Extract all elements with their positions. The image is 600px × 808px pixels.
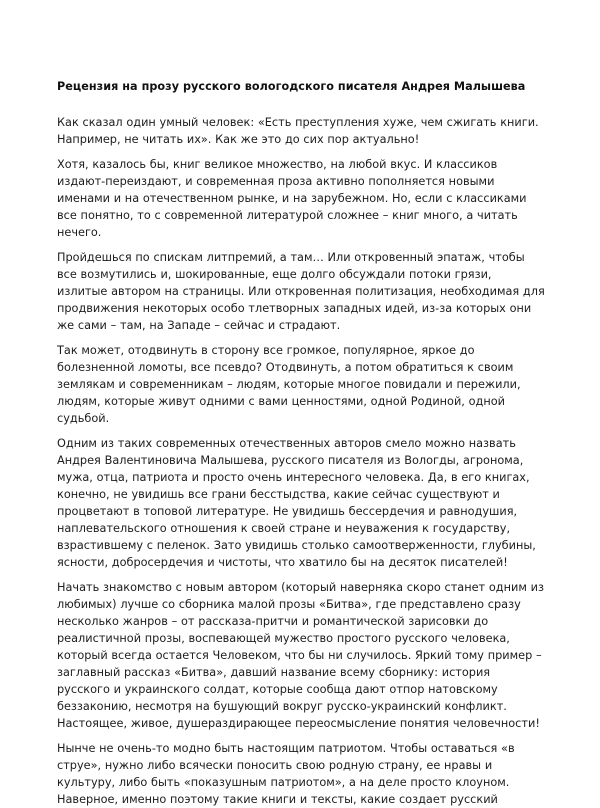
paragraph: Начать знакомство с новым автором (который наверняка скоро станет одним из любимых) лучше со сборника малой прозы «Битва», где представлено сразу несколько жанров – от рассказа-притчи и романтической зарисовки до реалистичной прозы, воспевающей мужество простого русского человека, который всегда остается Человеком, что бы ни случилось. Яркий тому пример – заглавный рассказ «Битва», давший название всему сборнику: история русского и украинского солдат, которые сообща дают отпор натовскому беззаконию, несмотря на бушующий вокруг русско-украинский конфликт. Настоящее, живое, душераздирающее переосмысление понятия человечности!: [57, 581, 544, 730]
paragraph: Пройдешься по спискам литпремий, а там… Или откровенный эпатаж, чтобы все возмутились и, шокированные, еще долго обсуждали потоки грязи, излитые автором на страницы. Или откровенная политизация, необходимая для продвижения некоторых особо тлетворных западных идей, из-за которых они же сами – там, на Западе – сейчас и страдают.: [57, 251, 545, 332]
page-title: Рецензия на прозу русского вологодского писателя Андрея Малышева: [57, 80, 526, 93]
paragraph: Нынче не очень-то модно быть настоящим патриотом. Чтобы оставаться «в струе», нужно либо всячески поносить свою родную страну, ее нравы и культуру, либо быть «показушным патриотом», а на деле просто клоуном. Наверное, именно поэтому такие книги и тексты, какие создает русский: [57, 742, 515, 806]
document-body: [57, 114, 545, 808]
paragraph: Как сказал один умный человек: «Есть преступления хуже, чем сжигать книги. Например, не читать их». Как же это до сих пор актуально!: [57, 116, 539, 146]
paragraph: Хотя, казалось бы, книг великое множество, на любой вкус. И классиков издают-переиздают, и современная проза активно пополняется новыми именами и на отечественном рынке, и на зарубежном. Но, если с классиками все понятно, то с современной литературой сложнее – книг много, а читать нечего.: [57, 158, 527, 239]
paragraph: Так может, отодвинуть в сторону все громкое, популярное, яркое до болезненной ломоты, все псевдо? Отодвинуть, а потом обратиться к своим землякам и современникам – людям, которые многое повидали и пережили, людям, которые живут одними с вами ценностями, одной Родиной, одной судьбой.: [57, 344, 521, 425]
paragraph: Одним из таких современных отечественных авторов смело можно назвать Андрея Валентиновича Малышева, русского писателя из Вологды, агронома, мужа, отца, патриота и просто очень интересного человека. Да, в его книгах, конечно, не увидишь все грани бесстыдства, какие сейчас существуют и процветают в топовой литературе. Не увидишь бессердечия и равнодушия, наплевательского отношения к своей стране и неуважения к государству, взрастившему с пеленок. Зато увидишь столько самоотверженности, глубины, ясности, добросердечия и чистоты, что хватило бы на десяток писателей!: [57, 437, 536, 569]
